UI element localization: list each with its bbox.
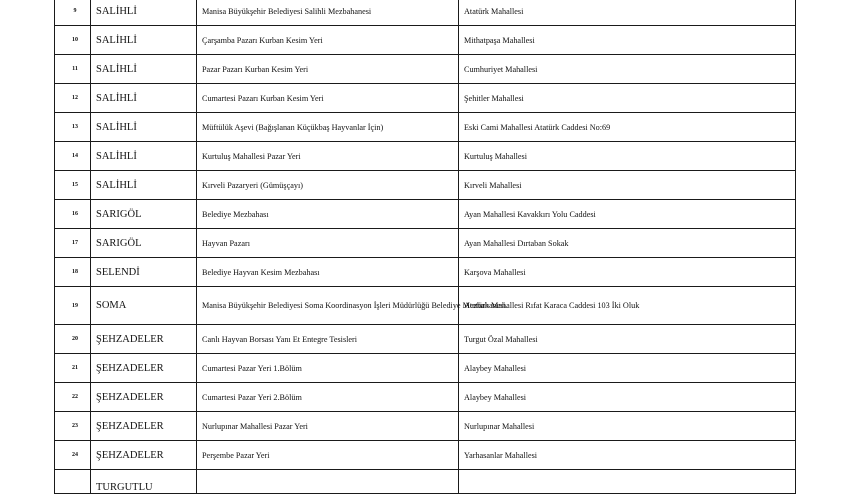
district-cell: SALİHLİ [91, 171, 197, 200]
table-row [55, 0, 796, 26]
address-cell: Ayan Mahallesi Kavakkırı Yolu Caddesi [459, 200, 796, 229]
district-cell: TURGUTLU [91, 470, 197, 494]
district-cell: ŞEHZADELER [91, 441, 197, 470]
address-cell: Cumhuriyet Mahallesi [459, 55, 796, 84]
row-number: 9 [55, 0, 91, 26]
place-name-cell: Manisa Büyükşehir Belediyesi Salihli Mezbahanesi [197, 0, 459, 26]
row-number: 12 [55, 84, 91, 113]
address-cell: Nurlupınar Mahallesi [459, 412, 796, 441]
address-cell: Karşova Mahallesi [459, 258, 796, 287]
table-row [55, 26, 796, 55]
place-name-cell: Hayvan Pazarı [197, 229, 459, 258]
table-row [55, 171, 796, 200]
district-cell: SARIGÖL [91, 229, 197, 258]
table-row [55, 258, 796, 287]
address-cell: Atatürk Mahallesi [459, 0, 796, 26]
row-number: 18 [55, 258, 91, 287]
row-number: 15 [55, 171, 91, 200]
place-name-cell: Kurtuluş Mahallesi Pazar Yeri [197, 142, 459, 171]
row-number: 24 [55, 441, 91, 470]
address-cell: Mithatpaşa Mahallesi [459, 26, 796, 55]
address-cell: Alaybey Mahallesi [459, 354, 796, 383]
row-number: 19 [55, 287, 91, 325]
row-number: 23 [55, 412, 91, 441]
place-name-cell: Cumartesi Pazar Yeri 1.Bölüm [197, 354, 459, 383]
address-cell: Yarhasanlar Mahallesi [459, 441, 796, 470]
table-row [55, 84, 796, 113]
table-row [55, 142, 796, 171]
table-row [55, 200, 796, 229]
address-cell [459, 470, 796, 494]
address-cell: Eski Cami Mahallesi Atatürk Caddesi No:69 [459, 113, 796, 142]
row-number: 11 [55, 55, 91, 84]
district-cell: SALİHLİ [91, 55, 197, 84]
place-name-cell: Canlı Hayvan Borsası Yanı Et Entegre Tesisleri [197, 325, 459, 354]
row-number [55, 470, 91, 494]
district-cell: SALİHLİ [91, 142, 197, 171]
place-name-cell: Belediye Mezbahası [197, 200, 459, 229]
row-number: 20 [55, 325, 91, 354]
slaughter-places-table [54, 0, 796, 494]
table-row [55, 287, 796, 325]
district-cell: ŞEHZADELER [91, 383, 197, 412]
place-name-cell [197, 470, 459, 494]
table-row [55, 113, 796, 142]
place-name-cell: Cumartesi Pazar Yeri 2.Bölüm [197, 383, 459, 412]
district-cell: ŞEHZADELER [91, 412, 197, 441]
place-name-cell: Pazar Pazarı Kurban Kesim Yeri [197, 55, 459, 84]
place-name-cell: Müftülük Aşevi (Bağışlanan Küçükbaş Hayvanlar İçin) [197, 113, 459, 142]
address-cell: Alaybey Mahallesi [459, 383, 796, 412]
district-cell: SALİHLİ [91, 0, 197, 26]
district-cell: SALİHLİ [91, 84, 197, 113]
district-cell: SOMA [91, 287, 197, 325]
table-row [55, 55, 796, 84]
district-cell: ŞEHZADELER [91, 325, 197, 354]
row-number: 10 [55, 26, 91, 55]
address-cell: Kurtuluş Mahallesi [459, 142, 796, 171]
row-number: 21 [55, 354, 91, 383]
place-name-cell: Kırveli Pazaryeri (Gümüşçayı) [197, 171, 459, 200]
table-row [55, 383, 796, 412]
row-number: 14 [55, 142, 91, 171]
district-cell: ŞEHZADELER [91, 354, 197, 383]
table-row [55, 325, 796, 354]
table-row [55, 470, 796, 494]
address-cell: Atatürk Mahallesi Rıfat Karaca Caddesi 103 İki Oluk [459, 287, 796, 325]
place-name-cell: Çarşamba Pazarı Kurban Kesim Yeri [197, 26, 459, 55]
place-name-cell: Belediye Hayvan Kesim Mezbahası [197, 258, 459, 287]
address-cell: Ayan Mahallesi Dırtaban Sokak [459, 229, 796, 258]
row-number: 13 [55, 113, 91, 142]
table-row [55, 229, 796, 258]
address-cell: Şehitler Mahallesi [459, 84, 796, 113]
table-row [55, 354, 796, 383]
row-number: 16 [55, 200, 91, 229]
district-cell: SALİHLİ [91, 26, 197, 55]
table-row [55, 412, 796, 441]
row-number: 22 [55, 383, 91, 412]
district-cell: SELENDİ [91, 258, 197, 287]
place-name-cell: Nurlupınar Mahallesi Pazar Yeri [197, 412, 459, 441]
place-name-cell: Perşembe Pazar Yeri [197, 441, 459, 470]
row-number: 17 [55, 229, 91, 258]
district-cell: SALİHLİ [91, 113, 197, 142]
place-name-cell: Manisa Büyükşehir Belediyesi Soma Koordinasyon İşleri Müdürlüğü Belediye Mezbahanesi. [197, 287, 459, 325]
table-row [55, 441, 796, 470]
place-name-cell: Cumartesi Pazarı Kurban Kesim Yeri [197, 84, 459, 113]
address-cell: Kırveli Mahallesi [459, 171, 796, 200]
address-cell: Turgut Özal Mahallesi [459, 325, 796, 354]
district-cell: SARIGÖL [91, 200, 197, 229]
